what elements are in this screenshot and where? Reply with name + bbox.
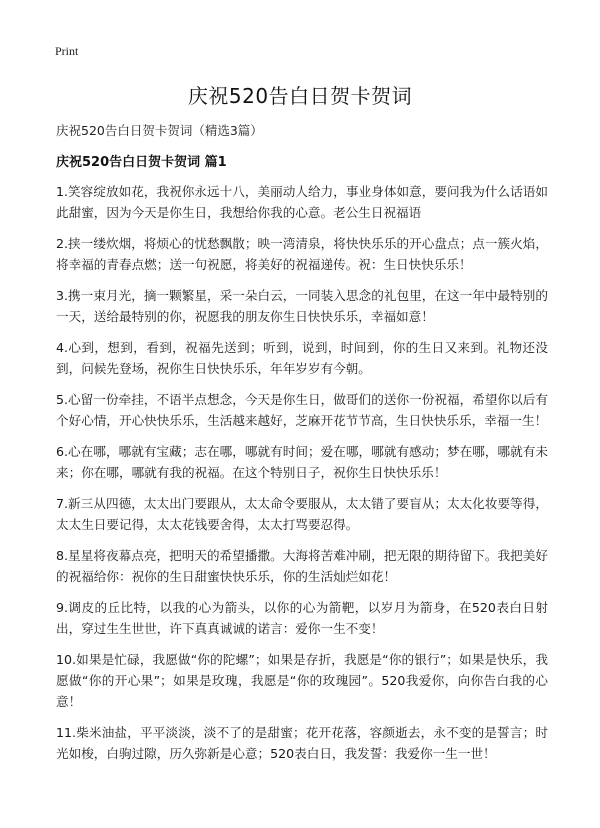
print-link[interactable]: Print: [55, 44, 79, 58]
paragraph: 4.心到，想到，看到，祝福先送到；听到，说到，时间到，你的生日又来到。礼物还没到，问候先登场，祝你生日快快乐乐，年年岁岁有今朝。: [56, 340, 548, 376]
paragraph: 9.调皮的丘比特，以我的心为箭头，以你的心为箭靶，以岁月为箭身，在520表白日射出，穿过生生世世，许下真真诚诚的诺言：爱你一生不变！: [56, 600, 548, 636]
paragraph: 7.新三从四德，太太出门要跟从，太太命令要服从，太太错了要盲从；太太化妆要等得，太太生日要记得，太太花钱要舍得，太太打骂要忍得。: [56, 496, 548, 532]
paragraph: 2.挟一缕炊烟，将烦心的忧愁飘散；映一湾清泉，将快快乐乐的开心盘点；点一簇火焰，将幸福的青春点燃；送一句祝愿，将美好的祝福递传。祝：生日快快乐乐！: [56, 236, 548, 272]
paragraph: 5.心留一份牵挂，不语半点想念，今天是你生日，做哥们的送你一份祝福，希望你以后有个好心情，开心快快乐乐，生活越来越好，芝麻开花节节高，生日快快乐乐，幸福一生！: [56, 392, 548, 428]
document-subtitle: 庆祝520告白日贺卡贺词（精选3篇）: [56, 123, 263, 138]
document-title: 庆祝520告白日贺卡贺词: [187, 84, 413, 108]
paragraph: 1.笑容绽放如花，我祝你永远十八，美丽动人给力，事业身体如意，要问我为什么话语如此甜蜜，因为今天是你生日，我想给你我的心意。老公生日祝福语: [56, 184, 548, 220]
paragraph: 10.如果是忙碌，我愿做“你的陀螺”；如果是存折，我愿是“你的银行”；如果是快乐，我愿做“你的开心果”；如果是玫瑰，我愿是“你的玫瑰园”。520我爱你，向你告白我的心意！: [56, 652, 548, 709]
paragraph: 11.柴米油盐，平平淡淡，淡不了的是甜蜜；花开花落，容颜逝去，永不变的是誓言；时光如梭，白驹过隙，历久弥新是心意；520表白日，我发誓：我爱你一生一世！: [56, 725, 548, 761]
paragraph-list: [56, 181, 548, 774]
paragraph: 6.心在哪，哪就有宝藏；志在哪，哪就有时间；爱在哪，哪就有感动；梦在哪，哪就有未来；你在哪，哪就有我的祝福。在这个特别日子，祝你生日快快乐乐！: [56, 444, 548, 480]
paragraph: 8.星星将夜幕点亮，把明天的希望播撒。大海将苦难冲刷，把无限的期待留下。我把美好的祝福给你：祝你的生日甜蜜快快乐乐，你的生活灿烂如花！: [56, 548, 548, 584]
paragraph: 3.携一束月光，摘一颗繁星，采一朵白云，一同装入思念的礼包里，在这一年中最特别的一天，送给最特别的你，祝愿我的朋友你生日快快乐乐，幸福如意！: [56, 288, 548, 324]
section-heading: 庆祝520告白日贺卡贺词 篇1: [56, 155, 227, 170]
